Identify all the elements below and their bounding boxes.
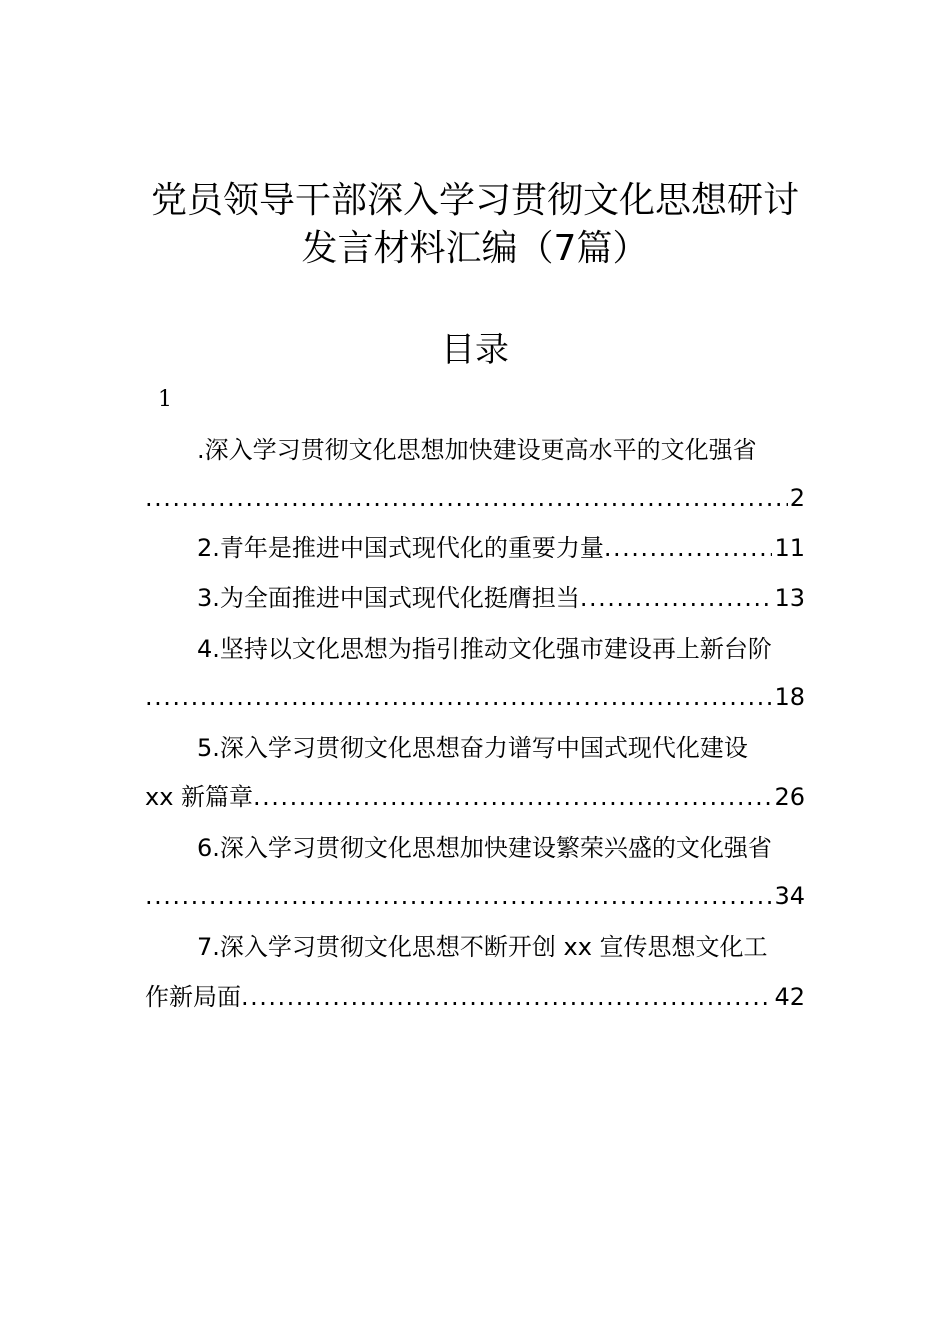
toc-entry-1-leader[interactable] <box>145 480 805 516</box>
page-number-marker: 1 <box>158 387 172 412</box>
toc-entry-4-leader[interactable] <box>145 679 805 715</box>
toc-entry-3[interactable] <box>145 580 805 616</box>
toc-entry-3-page: 13 <box>774 584 805 612</box>
toc-entry-5-text: 5.深入学习贯彻文化思想奋力谱写中国式现代化建设 <box>197 734 748 762</box>
toc-heading: 目录 <box>441 330 509 370</box>
toc-entry-3-text: 3.为全面推进中国式现代化挺膺担当 <box>197 584 580 612</box>
toc-entry-7-title[interactable] <box>145 929 805 965</box>
toc-entry-6-page: 34 <box>774 882 805 910</box>
toc-entry-1-text: .深入学习贯彻文化思想加快建设更高水平的文化强省 <box>197 436 757 464</box>
toc-entry-2-dots <box>604 530 773 566</box>
toc-entry-2[interactable] <box>145 530 805 566</box>
toc-entry-5-page: 26 <box>774 783 805 811</box>
toc-entry-2-text: 2.青年是推进中国式现代化的重要力量 <box>197 534 604 562</box>
toc-entry-7-dots <box>241 979 772 1015</box>
toc-entry-6-leader[interactable] <box>145 878 805 914</box>
toc-entry-4-text: 4.坚持以文化思想为指引推动文化强市建设再上新台阶 <box>197 635 772 663</box>
toc-entry-6-text: 6.深入学习贯彻文化思想加快建设繁荣兴盛的文化强省 <box>197 834 772 862</box>
toc-entry-7-text-cont: 作新局面 <box>145 983 241 1011</box>
toc-entry-4-page: 18 <box>774 683 805 711</box>
toc-entry-6-dots <box>145 878 772 914</box>
toc-entry-5-title[interactable] <box>145 730 805 766</box>
toc-entry-7-text: 7.深入学习贯彻文化思想不断开创 xx 宣传思想文化工 <box>197 933 768 961</box>
toc-entry-5-leader[interactable] <box>145 779 805 815</box>
toc-entry-7-leader[interactable] <box>145 979 805 1015</box>
toc-entry-1-title[interactable] <box>145 432 805 468</box>
document-title-line-1: 党员领导干部深入学习贯彻文化思想研讨 <box>150 180 799 221</box>
toc-entry-5-text-cont: xx 新篇章 <box>145 783 254 811</box>
toc-entry-2-page: 11 <box>774 534 805 562</box>
toc-entry-1-page: 2 <box>789 484 805 512</box>
toc-entry-6-title[interactable] <box>145 830 805 866</box>
toc-entry-7-page: 42 <box>774 983 805 1011</box>
toc-entry-4-title[interactable] <box>145 631 805 667</box>
document-title-line-2: 发言材料汇编（7篇） <box>301 228 649 269</box>
toc-entry-3-dots <box>580 580 773 616</box>
toc-entry-5-dots <box>253 779 772 815</box>
toc-entry-1-dots <box>145 480 788 516</box>
toc-entry-4-dots <box>145 679 772 715</box>
